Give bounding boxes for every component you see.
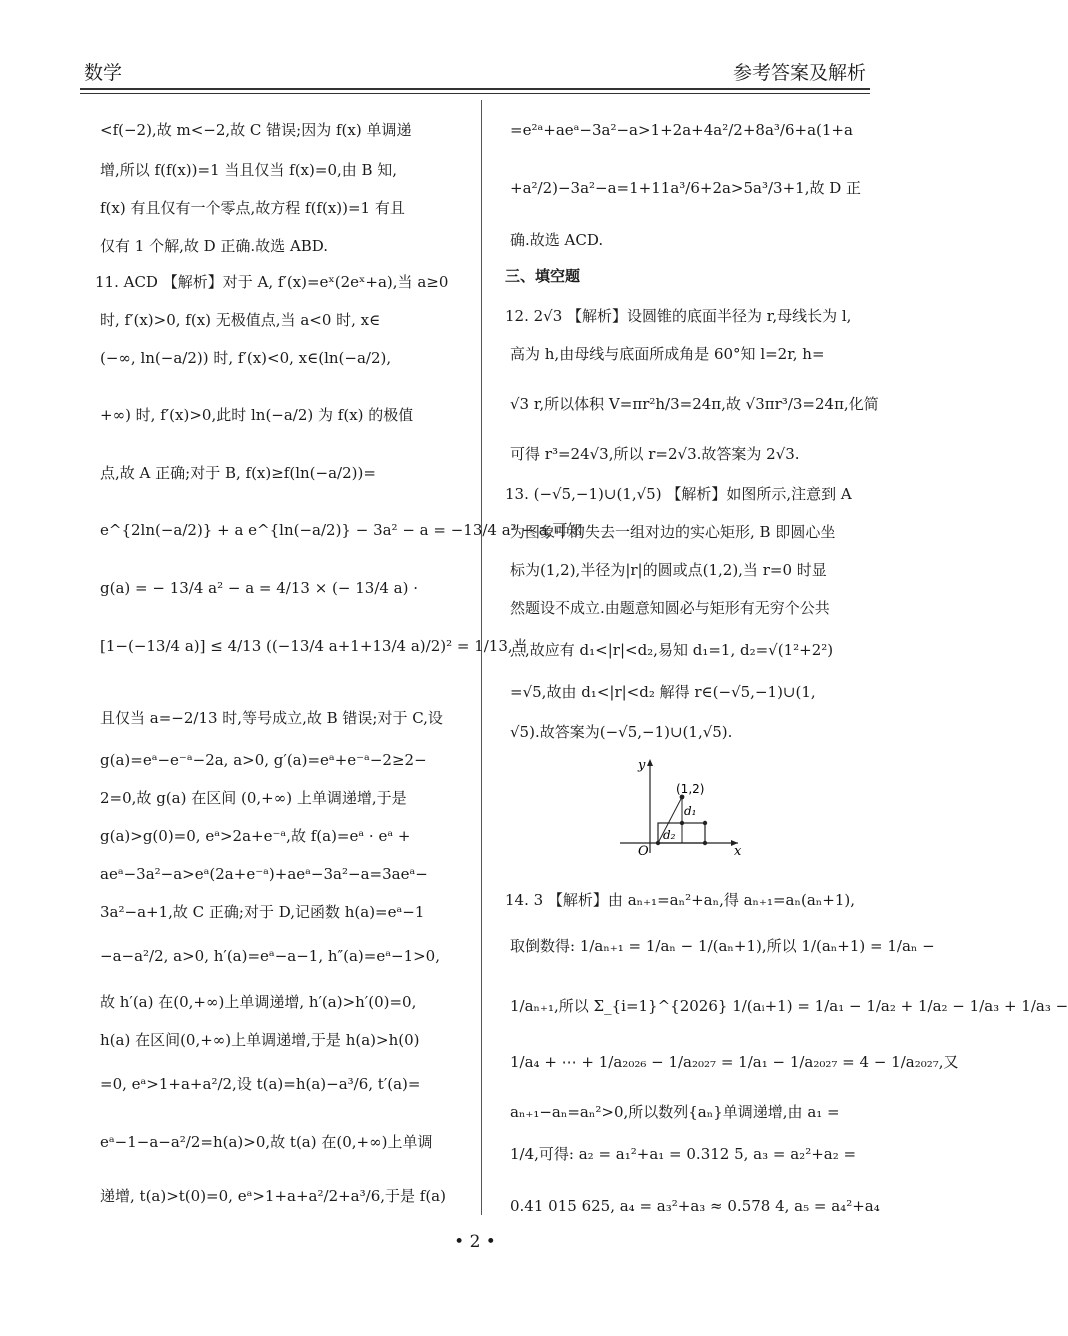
origin-label: O [638, 844, 649, 859]
text-line: 1/a₄ + ⋯ + 1/a₂₀₂₆ − 1/a₂₀₂₇ = 1/a₁ − 1/a₂₀₂₇ = 4 − 1/a₂₀₂₇,又 [510, 1053, 959, 1071]
subject-header: 数学 [84, 62, 123, 84]
text-line: 确.故选 ACD. [510, 231, 604, 249]
text-line: 为图象中的失去一组对边的实心矩形, B 即圆心坐 [510, 523, 836, 541]
text-line: =0, eᵃ>1+a+a²/2,设 t(a)=h(a)−a³/6, t′(a)= [100, 1075, 421, 1093]
text-line: 14. 3 【解析】由 aₙ₊₁=aₙ²+aₙ,得 aₙ₊₁=aₙ(aₙ+1), [505, 891, 855, 909]
text-line: 三、填空题 [505, 267, 581, 285]
text-line: 0.41 015 625, a₄ = a₃²+a₃ ≈ 0.578 4, a₅ = a₄²+a₄ [510, 1197, 880, 1215]
text-line: 标为(1,2),半径为|r|的圆或点(1,2),当 r=0 时显 [510, 561, 827, 579]
text-line: 仅有 1 个解,故 D 正确.故选 ABD. [100, 237, 329, 255]
corner-point-top [703, 821, 707, 825]
text-line: [1−(−13/4 a)] ≤ 4/13 ((−13/4 a+1+13/4 a)/2)² = 1/13,当 [100, 637, 528, 655]
header-rule [80, 88, 870, 90]
text-line: aₙ₊₁−aₙ=aₙ²>0,所以数列{aₙ}单调递增,由 a₁ = [510, 1103, 840, 1121]
foot-point [680, 821, 684, 825]
circle-rectangle-figure [610, 755, 750, 859]
text-line: (−∞, ln(−a/2)) 时, f′(x)<0, x∈(ln(−a/2), [100, 349, 392, 367]
text-line: =√5,故由 d₁<|r|<d₂ 解得 r∈(−√5,−1)∪(1, [510, 683, 816, 701]
corner-point-right [703, 841, 707, 845]
text-line: g(a)>g(0)=0, eᵃ>2a+e⁻ᵃ,故 f(a)=eᵃ · eᵃ + [100, 827, 411, 845]
text-line: 2=0,故 g(a) 在区间 (0,+∞) 上单调递增,于是 [100, 789, 407, 807]
text-line: g(a)=eᵃ−e⁻ᵃ−2a, a>0, g′(a)=eᵃ+e⁻ᵃ−2≥2− [100, 751, 427, 769]
text-line: 可得 r³=24√3,所以 r=2√3.故答案为 2√3. [510, 445, 800, 463]
text-line: =e²ᵃ+aeᵃ−3a²−a>1+2a+4a²/2+8a³/6+a(1+a [510, 121, 853, 139]
corner-point [656, 841, 660, 845]
d2-label: d₂ [663, 828, 676, 842]
text-line: 11. ACD 【解析】对于 A, f′(x)=eˣ(2eˣ+a),当 a≥0 [95, 273, 449, 291]
text-line: <f(−2),故 m<−2,故 C 错误;因为 f(x) 单调递 [100, 121, 412, 139]
text-line: g(a) = − 13/4 a² − a = 4/13 × (− 13/4 a) · [100, 579, 419, 597]
text-line: 1/aₙ₊₁,所以 Σ_{i=1}^{2026} 1/(aᵢ+1) = 1/a₁ − 1/a₂ + 1/a₂ − 1/a₃ + 1/a₃ − [510, 997, 1068, 1015]
text-line: 故 h′(a) 在(0,+∞)上单调递增, h′(a)>h′(0)=0, [100, 993, 417, 1011]
y-label: y [638, 758, 646, 773]
text-line: 1/4,可得: a₂ = a₁²+a₁ = 0.312 5, a₃ = a₂²+a₂ = [510, 1145, 857, 1163]
text-line: 且仅当 a=−2/13 时,等号成立,故 B 错误;对于 C,设 [100, 709, 443, 727]
text-line: −a−a²/2, a>0, h′(a)=eᵃ−a−1, h″(a)=eᵃ−1>0, [100, 947, 440, 965]
d1-label: d₁ [684, 804, 697, 818]
text-line: 时, f′(x)>0, f(x) 无极值点,当 a<0 时, x∈ [100, 311, 381, 329]
text-line: 点,故 A 正确;对于 B, f(x)≥f(ln(−a/2))= [100, 464, 376, 482]
text-line: e^{2ln(−a/2)} + a e^{ln(−a/2)} − 3a² − a = −13/4 a² − a,可知 [100, 521, 583, 539]
text-line: h(a) 在区间(0,+∞)上单调递增,于是 h(a)>h(0) [100, 1031, 420, 1049]
text-line: 递增, t(a)>t(0)=0, eᵃ>1+a+a²/2+a³/6,于是 f(a) [100, 1187, 446, 1205]
text-line: +∞) 时, f′(x)>0,此时 ln(−a/2) 为 f(x) 的极值 [100, 406, 414, 424]
answer-header: 参考答案及解析 [732, 62, 866, 84]
text-line: 增,所以 f(f(x))=1 当且仅当 f(x)=0,由 B 知, [100, 161, 398, 179]
text-line: eᵃ−1−a−a²/2=h(a)>0,故 t(a) 在(0,+∞)上单调 [100, 1133, 433, 1151]
text-line: f(x) 有且仅有一个零点,故方程 f(f(x))=1 有且 [100, 199, 405, 217]
text-line: 然题设不成立.由题意知圆必与矩形有无穷个公共 [510, 599, 830, 617]
text-line: +a²/2)−3a²−a=1+11a³/6+2a>5a³/3+1,故 D 正 [510, 179, 862, 197]
text-line: 取倒数得: 1/aₙ₊₁ = 1/aₙ − 1/(aₙ+1),所以 1/(aₙ+1) = 1/aₙ − [510, 937, 935, 955]
text-line: 12. 2√3 【解析】设圆锥的底面半径为 r,母线长为 l, [505, 307, 852, 325]
page-number: • 2 • [454, 1232, 496, 1252]
column-divider [481, 100, 482, 1215]
point-label: (1,2) [676, 782, 705, 796]
text-line: 3a²−a+1,故 C 正确;对于 D,记函数 h(a)=eᵃ−1 [100, 903, 425, 921]
text-line: 13. (−√5,−1)∪(1,√5) 【解析】如图所示,注意到 A [505, 485, 852, 503]
text-line: √5).故答案为(−√5,−1)∪(1,√5). [510, 723, 733, 741]
text-line: 高为 h,由母线与底面所成角是 60°知 l=2r, h= [510, 345, 825, 363]
header-rule-thin [80, 93, 870, 94]
text-line: aeᵃ−3a²−a>eᵃ(2a+e⁻ᵃ)+aeᵃ−3a²−a=3aeᵃ− [100, 865, 428, 883]
x-label: x [734, 844, 742, 859]
y-arrow-icon [647, 759, 653, 766]
text-line: 点,故应有 d₁<|r|<d₂,易知 d₁=1, d₂=√(1²+2²) [510, 641, 834, 659]
text-line: √3 r,所以体积 V=πr²h/3=24π,故 √3πr³/3=24π,化简 [510, 395, 879, 413]
